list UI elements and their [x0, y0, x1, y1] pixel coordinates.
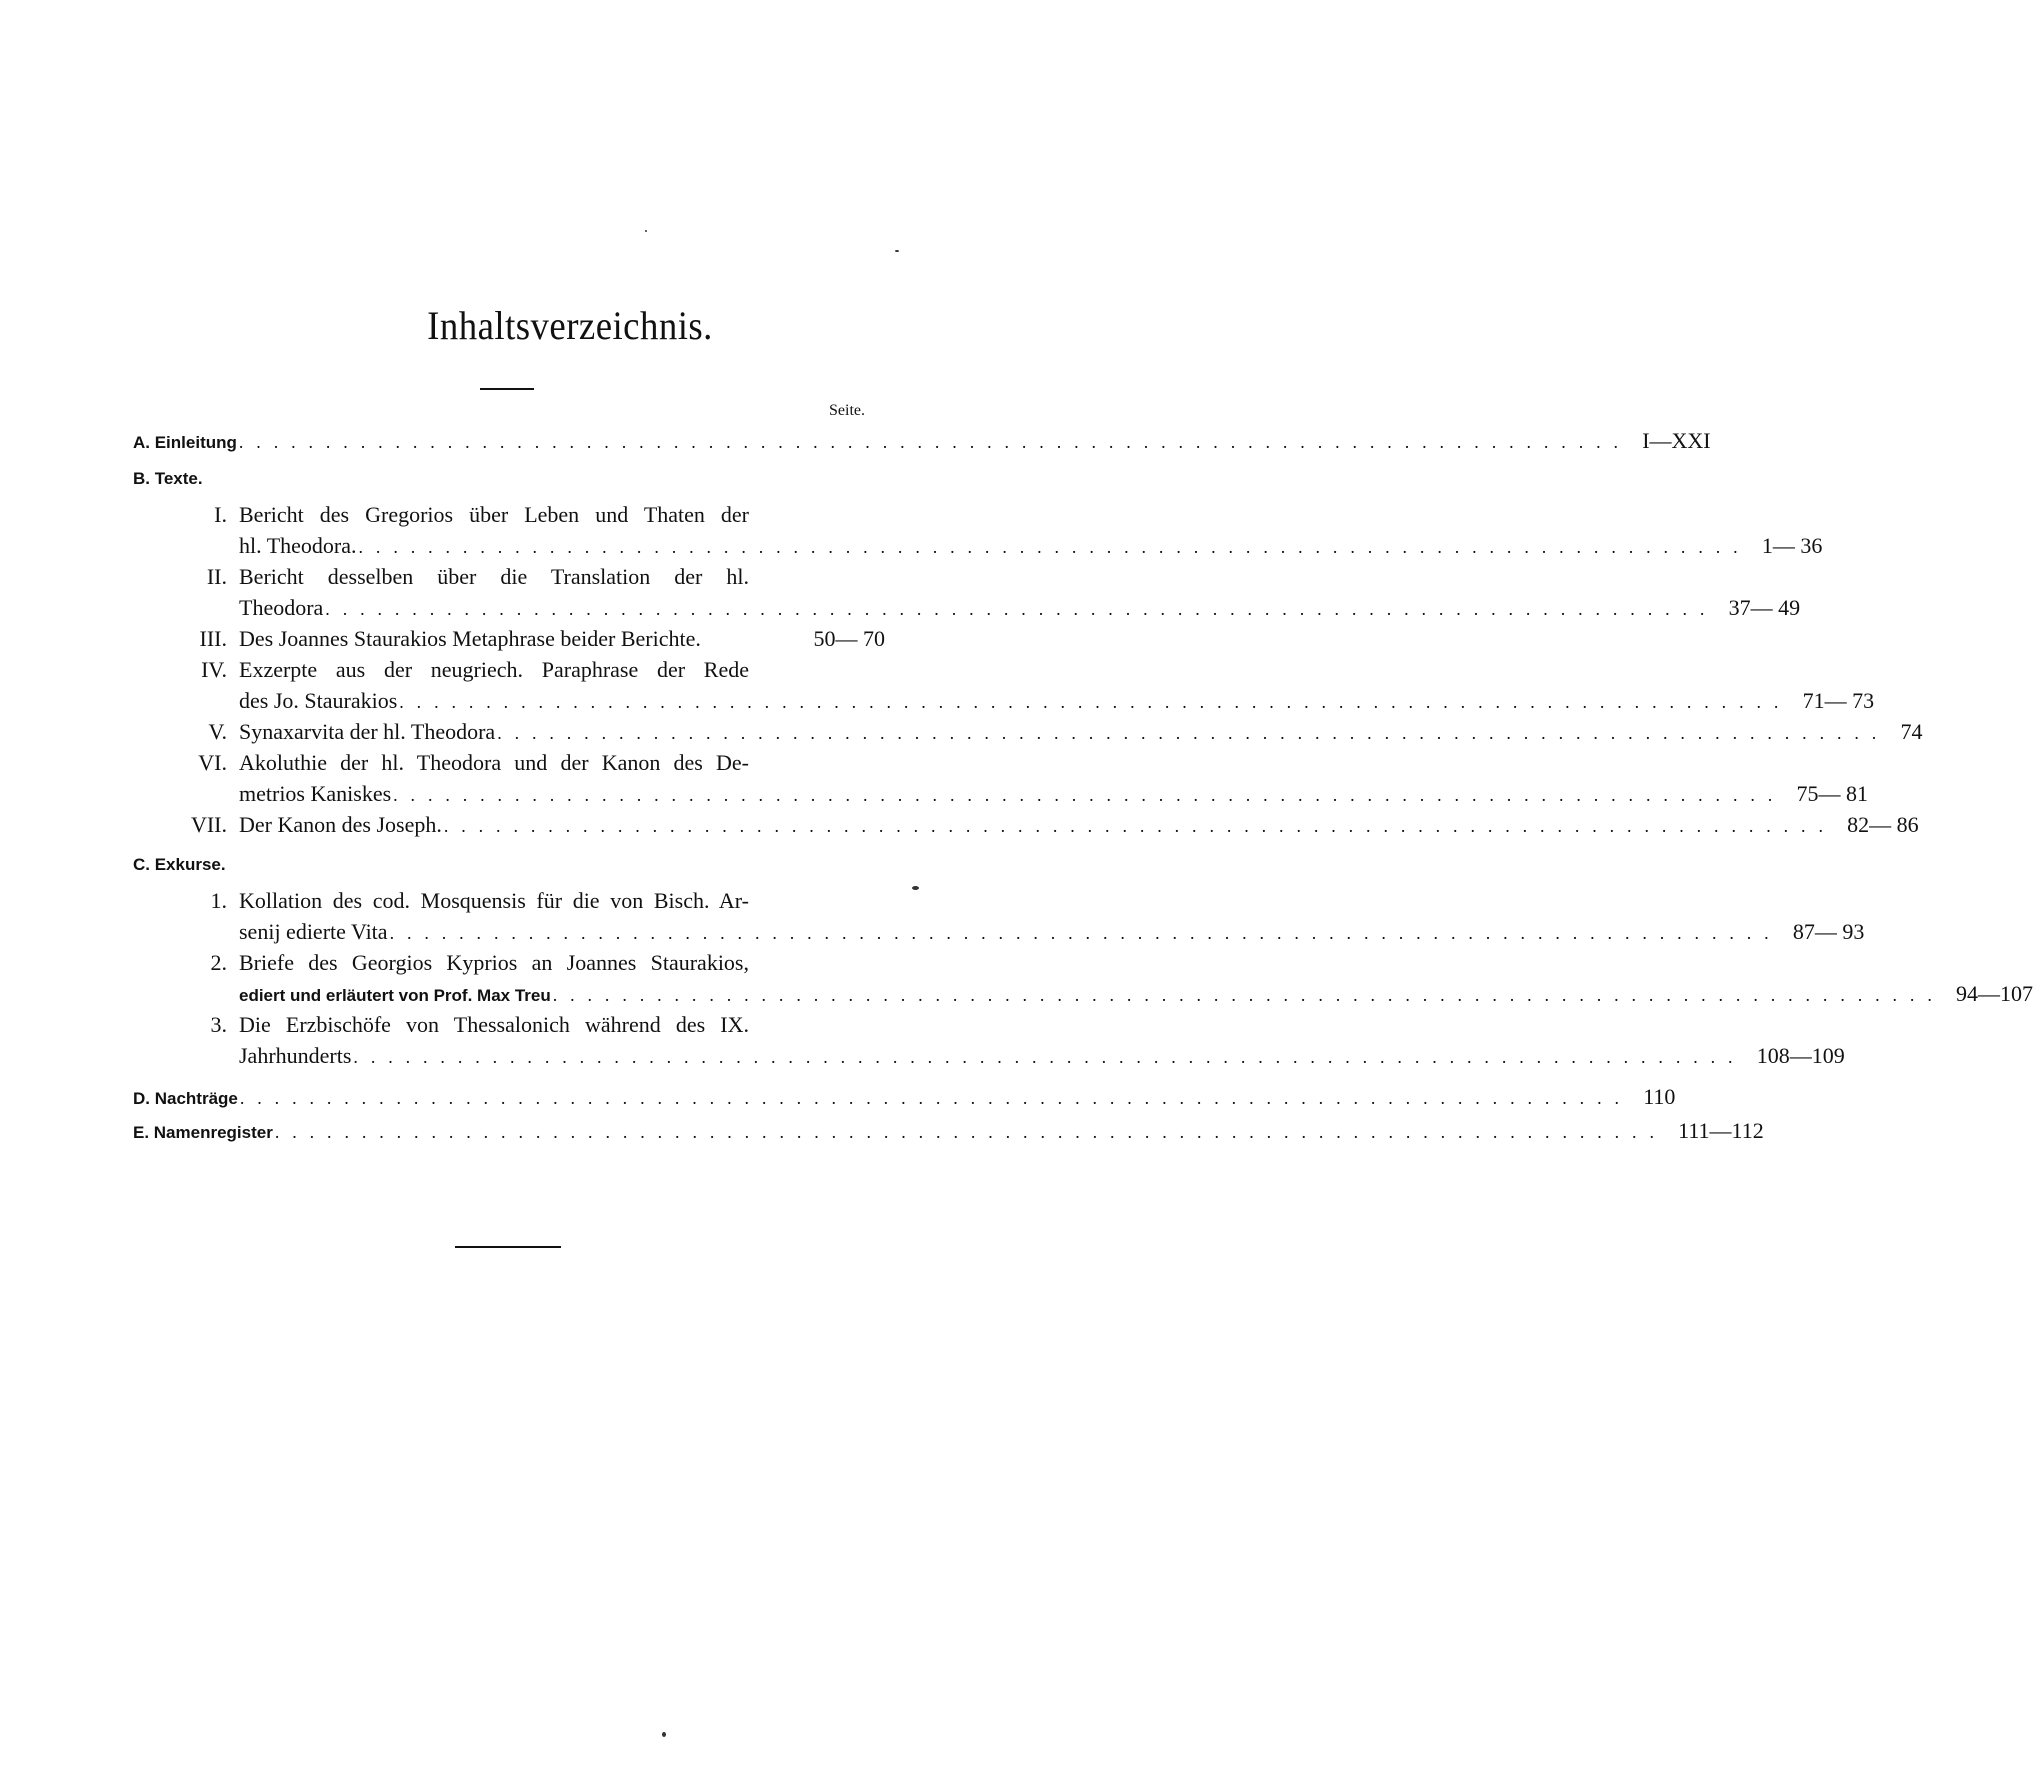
entry-text: Die Erzbischöfe von Thessalonich während des IX. [239, 1012, 749, 1037]
toc-entry-exkurs-3-line2[interactable] [239, 1043, 1845, 1068]
entry-text: senij edierte Vita [239, 919, 388, 944]
toc-entry-texte-7[interactable] [187, 812, 1919, 837]
toc-entry-texte-3[interactable] [187, 628, 885, 650]
entry-text: Exzerpte aus der neugriech. Paraphrase der Rede [239, 657, 749, 682]
page-ref: 82— 86 [1847, 812, 1919, 837]
entry-number: VI. [198, 750, 227, 775]
toc-entry-einleitung[interactable] [133, 428, 1711, 453]
page-ref: 108—109 [1756, 1043, 1845, 1068]
leader-dots: . . . . . . . . . . . . . . . . . . . . . . . . . . . . . . . . . . . . . . . . . . . . . . . . . . . . . . . . . . . . . . . . . . . . . . . . . . . . . . . . [399, 692, 1783, 712]
page-column-header: Seite. [829, 402, 865, 419]
toc-entry-exkurs-3-line1[interactable] [187, 1014, 751, 1036]
entry-text: Akoluthie der hl. Theodora und der Kanon des De- [239, 750, 749, 775]
toc-entry-texte-2-line1[interactable] [187, 566, 751, 588]
entry-text: ediert und erläutert von Prof. Max Treu [239, 986, 551, 1005]
entry-number: I. [214, 502, 227, 527]
leader-dots: . . . . . . . . . . . . . . . . . . . . . . . . . . . . . . . . . . . . . . . . . . . . . . . . . . . . . . . . . . . . . . . . . . . . . . . . . . . . . . . . [389, 923, 1773, 943]
page-ref: 111—112 [1678, 1118, 1764, 1143]
section-label: D. Nachträge [133, 1089, 238, 1108]
entry-number: 1. [210, 888, 227, 913]
page-ref: 37— 49 [1728, 595, 1801, 620]
toc-section-texte [133, 470, 205, 487]
entry-text: Synaxarvita der hl. Theodora [239, 719, 496, 744]
page-ref: 74 [1900, 719, 1923, 744]
leader-dots: . . . . . . . . . . . . . . . . . . . . . . . . . . . . . . . . . . . . . . . . . . . . . . . . . . . . . . . . . . . . . . . . . . . . . . . . . . . . . . . . [353, 1047, 1737, 1067]
entry-text: Bericht des Gregorios über Leben und Thaten der [239, 502, 749, 527]
entry-number: 2. [210, 950, 227, 975]
scan-speck [645, 230, 647, 232]
page-ref: 110 [1643, 1084, 1676, 1109]
section-label: E. Namenregister [133, 1123, 273, 1142]
scan-speck [912, 886, 919, 890]
page-ref: 87— 93 [1792, 919, 1865, 944]
leader-dots: . . . . . . . . . . . . . . . . . . . . . . . . . . . . . . . . . . . . . . . . . . . . . . . . . . . . . . . . . . . . . . . . . . . . . . . . . . . . . . . . [393, 785, 1777, 805]
entry-text: hl. Theodora. [239, 533, 357, 558]
entry-text: Bericht desselben über die Translation der hl. [239, 564, 749, 589]
toc-entry-exkurs-1-line2[interactable] [239, 919, 1865, 944]
leader-dots: . . . . . . . . . . . . . . . . . . . . . . . . . . . . . . . . . . . . . . . . . . . . . . . . . . . . . . . . . . . . . . . . . . . . . . . . . . . . . . . . [238, 432, 1623, 452]
page-ref: I—XXI [1642, 428, 1711, 453]
toc-entry-namenregister[interactable] [133, 1118, 1764, 1143]
scan-speck [895, 250, 899, 252]
toc-entry-texte-4-line2[interactable] [239, 688, 1875, 713]
entry-number: II. [206, 564, 227, 589]
toc-entry-texte-6-line1[interactable] [187, 752, 751, 774]
leader-dots: . . . . . . . . . . . . . . . . . . . . . . . . . . . . . . . . . . . . . . . . . . . . . . . . . . . . . . . . . . . . . . . . . . . . . . . . . . . . . . . . [358, 537, 1742, 557]
toc-entry-exkurs-2-line1[interactable] [187, 952, 751, 974]
toc-entry-texte-5[interactable] [187, 719, 1923, 744]
entry-text: des Jo. Staurakios [239, 688, 398, 713]
page-ref: 75— 81 [1796, 781, 1868, 806]
page-title: Inhaltsverzeichnis. [427, 303, 713, 348]
toc-entry-texte-1-line1[interactable] [187, 504, 751, 526]
section-label: A. Einleitung [133, 433, 237, 452]
entry-text: Kollation des cod. Mosquensis für die von Bisch. Ar- [239, 888, 749, 913]
toc-section-exkurse [133, 856, 228, 873]
toc-entry-exkurs-1-line1[interactable] [187, 890, 751, 912]
toc-entry-texte-2-line2[interactable] [239, 595, 1801, 620]
entry-text: metrios Kaniskes [239, 781, 392, 806]
end-divider [455, 1246, 561, 1248]
toc-entry-texte-4-line1[interactable] [187, 659, 751, 681]
entry-number: III. [199, 626, 227, 651]
toc-entry-exkurs-2-line2[interactable] [239, 981, 2033, 1006]
page-ref: 1— 36 [1761, 533, 1823, 558]
toc-entry-texte-1-line2[interactable] [239, 533, 1823, 558]
leader-dots: . . . . . . . . . . . . . . . . . . . . . . . . . . . . . . . . . . . . . . . . . . . . . . . . . . . . . . . . . . . . . . . . . . . . . . . . . . . . . . . . [274, 1122, 1659, 1142]
page-ref: 94—107 [1956, 981, 2033, 1006]
entry-number: V. [208, 719, 227, 744]
entry-number: VII. [190, 812, 227, 837]
entry-text: Theodora [239, 595, 324, 620]
entry-text: Briefe des Georgios Kyprios an Joannes Staurakios, [239, 950, 749, 975]
leader-dots: . . . . . . . . . . . . . . . . . . . . . . . . . . . . . . . . . . . . . . . . . . . . . . . . . . . . . . . . . . . . . . . . . . . . . . . . . . . . . . . . [325, 599, 1709, 619]
leader-dots: . . . . . . . . . . . . . . . . . . . . . . . . . . . . . . . . . . . . . . . . . . . . . . . . . . . . . . . . . . . . . . . . . . . . . . . . . . . . . . . . [239, 1088, 1624, 1108]
leader-dots: . . . . . . . . . . . . . . . . . . . . . . . . . . . . . . . . . . . . . . . . . . . . . . . . . . . . . . . . . . . . . . . . . . . . . . . . . . . . . . . . [552, 985, 1937, 1005]
entry-text: Jahrhunderts [239, 1043, 352, 1068]
toc-entry-nachtraege[interactable] [133, 1084, 1676, 1109]
entry-number: 3. [210, 1012, 227, 1037]
entry-text: Des Joannes Staurakios Metaphrase beider Berichte. [239, 626, 701, 651]
entry-number: IV. [201, 657, 227, 682]
leader-dots: . . . . . . . . . . . . . . . . . . . . . . . . . . . . . . . . . . . . . . . . . . . . . . . . . . . . . . . . . . . . . . . . . . . . . . . . . . . . . . . . [443, 816, 1828, 836]
section-label: B. Texte. [133, 469, 203, 488]
scan-speck [662, 1732, 666, 1737]
page-ref: 71— 73 [1802, 688, 1875, 713]
toc-entry-texte-6-line2[interactable] [239, 781, 1868, 806]
page-ref: 50— 70 [813, 626, 885, 651]
section-label: C. Exkurse. [133, 855, 226, 874]
entry-text: Der Kanon des Joseph. [239, 812, 442, 837]
leader-dots: . . . . . . . . . . . . . . . . . . . . . . . . . . . . . . . . . . . . . . . . . . . . . . . . . . . . . . . . . . . . . . . . . . . . . . . . . . . . . . . . [497, 723, 1881, 743]
